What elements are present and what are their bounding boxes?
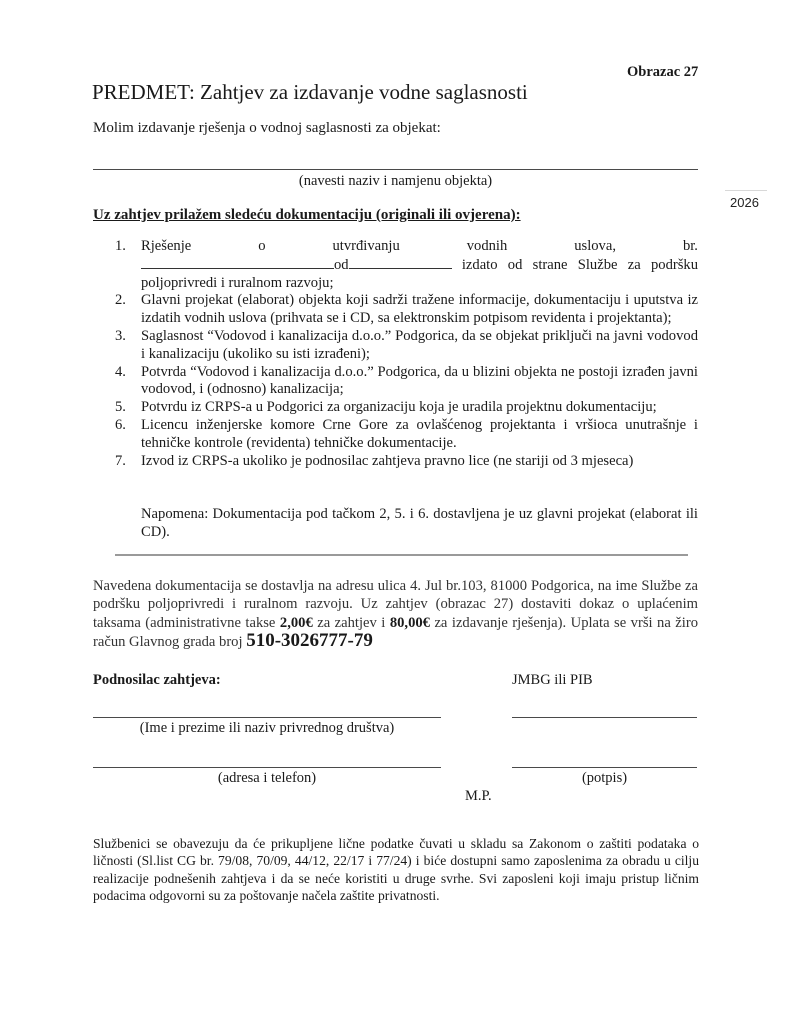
item-text: Izvod iz CRPS-a ukoliko je podnosilac zahtjeva pravno lice (ne stariji od 3 mjeseca) [141, 452, 634, 469]
item-text: Potvrdu iz CRPS-a u Podgorici za organizaciju koja je uradila projektnu dokumentaciju; [141, 399, 657, 416]
word: o [258, 238, 266, 254]
address-phone-field[interactable] [93, 767, 441, 768]
address-phone-caption: (adresa i telefon) [217, 770, 317, 786]
word: br. [682, 238, 698, 254]
applicant-label: Podnosilac zahtjeva: [93, 672, 221, 688]
form-number: Obrazac 27 [627, 64, 699, 80]
applicant-name-caption: (Ime i prezime ili naziv privrednog društva) [139, 720, 395, 736]
word: uslova, [574, 238, 616, 254]
item1-text: izdato od strane Službe za podršku poljoprivredi i ruralnom razvoju; [141, 256, 698, 291]
item-number: 3. [115, 327, 126, 344]
item-number: 5. [115, 399, 126, 416]
list-item [112, 238, 698, 292]
decision-number-field[interactable] [141, 256, 334, 269]
word: vodnih [466, 238, 508, 254]
section-divider [115, 554, 688, 556]
object-name-field[interactable] [93, 169, 698, 170]
object-name-caption: (navesti naziv i namjenu objekta) [298, 173, 493, 189]
item-number: 1. [115, 238, 126, 254]
side-year-rule [725, 190, 767, 191]
delivery-text: za zahtjev i [312, 614, 390, 631]
list-item [112, 328, 698, 364]
word: utvrđivanju [332, 238, 400, 254]
word: Rješenje [141, 238, 192, 254]
side-year: 2026 [730, 195, 759, 210]
item-text: Licencu inženjerske komore Crne Gore za ovlašćenog projektanta i vršioca unutrašnje i tehničke kontrole (revidenta) tehničke dokumentacije. [141, 416, 698, 451]
item-number: 2. [115, 292, 126, 309]
page-title: PREDMET: Zahtjev za izdavanje vodne saglasnosti [92, 80, 528, 104]
signature-caption: (potpis) [581, 770, 628, 786]
list-item [112, 417, 698, 453]
item-text: Glavni projekat (elaborat) objekta koji sadrži tražene informacije, dokumentaciju i uputstva iz izdatih vodnih uslova (prihvata se i CD, sa elektronskim potpisom revidenta i projektanta); [141, 292, 698, 327]
list-item [112, 292, 698, 328]
privacy-notice: Službenici se obavezuju da će prikupljene lične podatke čuvati u skladu sa Zakonom o zaštiti podataka o ličnosti (Sl.list CG br. 79/08, 70/09, 44/12, 22/17 i 77/24) i biće dostupni samo zaposlenima za obradu u cilju realizacije podnešenih zahtjeva i da se neće koristiti u druge svrhe. Svi zaposleni koji imaju pristup ličnim podacima odgovorni su za poštovanje načela zaštite privatnosti. [93, 836, 699, 904]
item1-rest [141, 256, 698, 293]
id-label: JMBG ili PIB [512, 672, 593, 688]
fee-request: 2,00€ [279, 614, 313, 631]
item-number: 6. [115, 416, 126, 433]
fee-decision: 80,00€ [389, 614, 430, 631]
jmbg-pib-field[interactable] [512, 717, 697, 718]
item-text: Saglasnost “Vodovod i kanalizacija d.o.o.” Podgorica, da se objekat priključi na javni vodovod i kanalizaciju (ukoliko su isti izrađeni); [141, 327, 698, 362]
delivery-paragraph [93, 577, 698, 652]
decision-date-field[interactable] [349, 256, 452, 269]
item-number: 7. [115, 452, 126, 469]
intro-text: Molim izdavanje rješenja o vodnoj saglasnosti za objekat: [93, 120, 441, 136]
delivery-text: Navedena dokumentacija se dostavlja na adresu ulica 4. Jul br.103, 81000 Podgorica, na ime Službe za podršku poljoprivredi i ruralnom razvoju. Uz zahtjev (obrazac 27) dostaviti dokaz o uplaćenim taksama (administrativne takse [93, 578, 698, 631]
list-item [112, 453, 698, 471]
item1-first-line [141, 238, 698, 256]
account-number: 510-3026777-79 [246, 630, 373, 652]
list-item [112, 399, 698, 417]
applicant-name-field[interactable] [93, 717, 441, 718]
note-text: Napomena: Dokumentacija pod tačkom 2, 5. i 6. dostavljena je uz glavni projekat (elaborat ili CD). [141, 506, 698, 540]
documents-list [112, 238, 698, 470]
item-text: Potvrda “Vodovod i kanalizacija d.o.o.” Podgorica, da u blizini objekta ne postoji izrađen javni vodovod, i (odnosno) kanalizacija; [141, 363, 698, 398]
stamp-label: M.P. [465, 788, 492, 804]
documents-heading: Uz zahtjev prilažem sledeću dokumentaciju (originali ili ovjerena): [93, 207, 521, 223]
od-label: od [334, 256, 349, 273]
list-item [112, 364, 698, 400]
item-number: 4. [115, 363, 126, 380]
delivery-text: za izdavanje rješenja). Uplata se vrši na žiro račun Glavnog grada broj [93, 614, 698, 651]
signature-field[interactable] [512, 767, 697, 768]
